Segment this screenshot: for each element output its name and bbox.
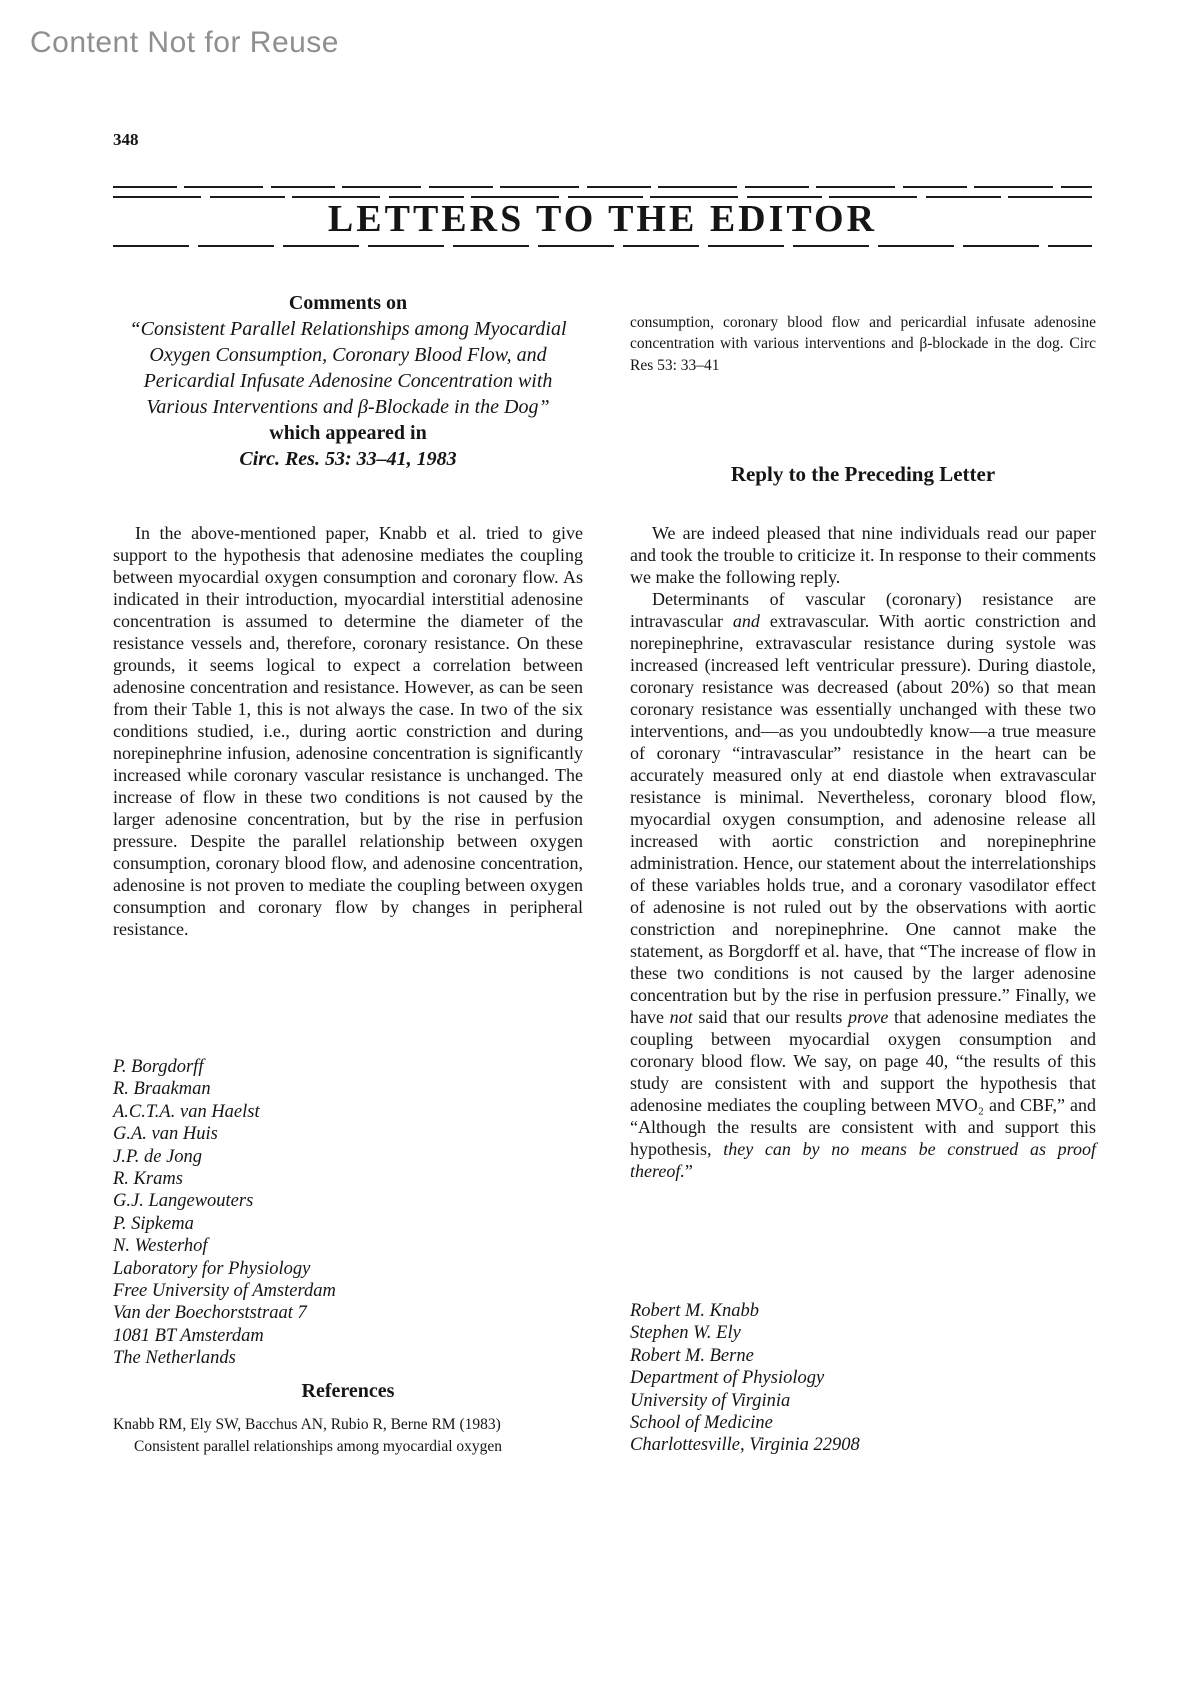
signature-line: A.C.T.A. van Haelst xyxy=(113,1101,260,1122)
which-appeared-in-heading: which appeared in xyxy=(269,422,427,444)
signature-affiliation-line: Charlottesville, Virginia 22908 xyxy=(630,1435,860,1456)
comments-letter-body-block xyxy=(113,522,583,940)
signature-line: Stephen W. Ely xyxy=(630,1323,741,1344)
quoted-paper-title: “Consistent Parallel Relationships among Myocardial Oxygen Consumption, Coronary Blood Flow, and Pericardial Infusate Adenosine Concentration with Various Interventions and β-Blockade in the Dog” xyxy=(129,318,567,418)
signature-line: Robert M. Knabb xyxy=(630,1301,759,1321)
signature-affiliation-line: University of Virginia xyxy=(630,1390,791,1411)
section-title: LETTERS TO THE EDITOR xyxy=(327,198,878,240)
signature-line: N. Westerhof xyxy=(113,1236,208,1257)
comments-on-heading: Comments on xyxy=(288,292,408,314)
reply-para-1: We are indeed pleased that nine individuals read our paper and took the trouble to criticize it. In response to their comments we make the following reply. xyxy=(630,523,1096,587)
signature-affiliation-line: Free University of Amsterdam xyxy=(113,1281,336,1302)
reply-para-2: Determinants of vascular (coronary) resistance are intravascular and extravascular. With aortic constriction and norepinephrine, extravascular resistance during systole was increased (increased left ventricular pressure). During diastole, coronary resistance was decreased (about 20%) so that mean coronary resistance was essentially unchanged with these two interventions, and—as you undoubtedly know—a true measure of coronary “intravascular” resistance in the heart can be accurately measured only at end diastole when extravascular resistance is minimal. Nevertheless, coronary blood flow, myocardial oxygen consumption, and adenosine release all increased with aortic constriction and norepinephrine administration. Hence, our statement about the interrelationships of these variables holds true, and a coronary vasodilator effect of adenosine is not ruled out by the observations with aortic constriction and norepinephrine. One cannot make the statement, as Borgdorff et al. have, that “The increase of flow in these two conditions is not caused by the larger adenosine concentration but by the rise in perfusion pressure.” Finally, we have not said that our results prove that adenosine mediates the coupling between myocardial oxygen consumption and coronary blood flow. We say, on page 40, “the results of this study are consistent with and support the hypothesis that adenosine mediates the coupling between MVO₂ and CBF,” and “Although the results are consistent with and support this hypothesis, they can by no means be construed as proof thereof.” xyxy=(630,589,1096,1181)
signature-block-comments xyxy=(113,1056,583,1370)
reply-letter-body-block xyxy=(630,522,1096,1182)
page-number: 348 xyxy=(113,130,139,149)
signature-line: R. Braakman xyxy=(113,1079,211,1100)
reply-heading: Reply to the Preceding Letter xyxy=(730,462,996,486)
signature-line: J.P. de Jong xyxy=(113,1146,203,1167)
signature-affiliation-line: Department of Physiology xyxy=(630,1368,825,1389)
signature-line: P. Borgdorff xyxy=(113,1057,204,1077)
header-rule-bottom xyxy=(113,245,1092,247)
comments-letter-body: In the above-mentioned paper, Knabb et al. tried to give support to the hypothesis that adenosine mediates the coupling between myocardial oxygen consumption and coronary flow. As indicated in their introduction, myocardial interstitial adenosine concentration is assumed to determine the diameter of the resistance vessels and, therefore, coronary resistance. On these grounds, it seems logical to expect a correlation between adenosine concentration and resistance. However, as can be seen from their Table 1, this is not always the case. In two of the six conditions studied, i.e., during aortic constriction and during norepinephrine infusion, adenosine concentration is significantly increased while coronary vascular resistance is unchanged. The increase of flow in these two conditions is not caused by the larger adenosine concentration, but by the rise in perfusion pressure. Despite the parallel relationship between oxygen consumption, coronary blood flow, and adenosine concentration, adenosine is not proven to mediate the coupling between oxygen consumption and coronary flow by changes in peripheral resistance. xyxy=(113,523,583,939)
header-rule-top-1 xyxy=(113,186,1092,188)
reference-line-1: Knabb RM, Ely SW, Bacchus AN, Rubio R, Berne RM (1983) xyxy=(113,1416,501,1433)
reference-line-2: Consistent parallel relationships among myocardial oxygen xyxy=(134,1437,503,1455)
signature-affiliation-line: The Netherlands xyxy=(113,1348,236,1369)
signature-line: R. Krams xyxy=(113,1169,183,1190)
signature-line: Robert M. Berne xyxy=(630,1345,754,1366)
signature-line: G.J. Langewouters xyxy=(113,1191,254,1212)
reference-continuation: consumption, coronary blood flow and pericardial infusate adenosine concentration with various interventions and β-blockade in the dog. Circ Res 53: 33–41 xyxy=(630,313,1096,374)
signature-affiliation-line: Laboratory for Physiology xyxy=(113,1258,311,1279)
signature-affiliation-line: School of Medicine xyxy=(630,1413,773,1434)
reference-entry xyxy=(113,1414,587,1457)
signature-line: G.A. van Huis xyxy=(113,1124,218,1145)
signature-affiliation-line: 1081 BT Amsterdam xyxy=(113,1325,264,1346)
watermark: Content Not for Reuse xyxy=(30,26,339,59)
citation: Circ. Res. 53: 33–41, 1983 xyxy=(239,448,457,470)
references-heading: References xyxy=(301,1380,395,1402)
signature-line: P. Sipkema xyxy=(113,1213,194,1234)
signature-block-reply xyxy=(630,1300,1096,1457)
comments-letter-heading-block xyxy=(113,290,583,472)
signature-affiliation-line: Van der Boechorststraat 7 xyxy=(113,1303,307,1324)
